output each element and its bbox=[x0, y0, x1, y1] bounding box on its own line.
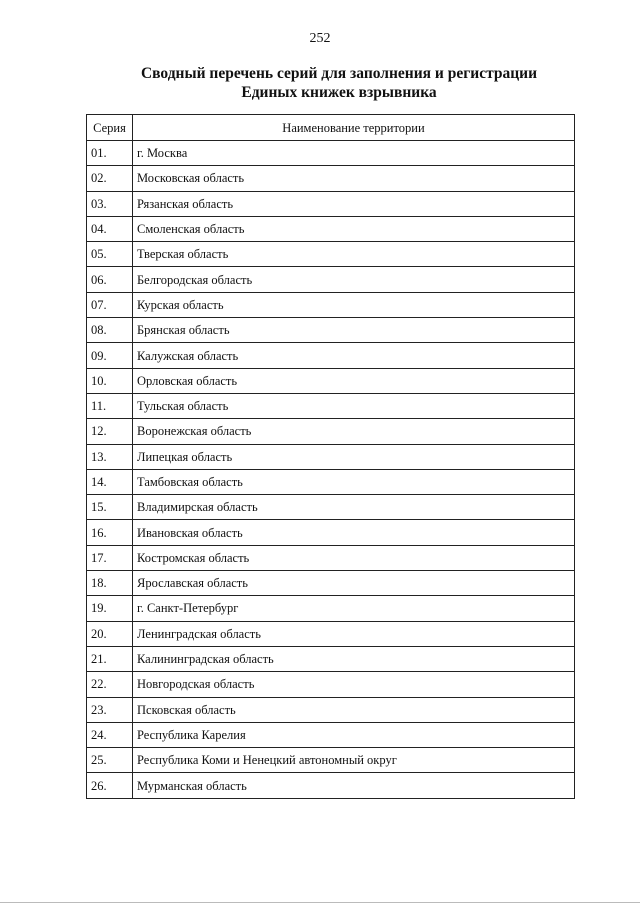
territory-name: Ярославская область bbox=[133, 571, 575, 596]
table-row bbox=[87, 191, 575, 216]
series-code: 21. bbox=[87, 646, 133, 671]
territory-name: Республика Коми и Ненецкий автономный округ bbox=[133, 748, 575, 773]
table-row bbox=[87, 646, 575, 671]
series-code: 06. bbox=[87, 267, 133, 292]
territory-name: Калужская область bbox=[133, 343, 575, 368]
territory-name: Белгородская область bbox=[133, 267, 575, 292]
series-code: 26. bbox=[87, 773, 133, 798]
table-row bbox=[87, 520, 575, 545]
series-code: 11. bbox=[87, 393, 133, 418]
territory-name: г. Санкт-Петербург bbox=[133, 596, 575, 621]
territory-name: Смоленская область bbox=[133, 216, 575, 241]
series-code: 15. bbox=[87, 495, 133, 520]
series-code: 07. bbox=[87, 292, 133, 317]
territory-name: Мурманская область bbox=[133, 773, 575, 798]
table-row bbox=[87, 267, 575, 292]
territory-name: Курская область bbox=[133, 292, 575, 317]
header-series: Серия bbox=[87, 115, 133, 141]
territory-name: Новгородская область bbox=[133, 672, 575, 697]
territory-name: Псковская область bbox=[133, 697, 575, 722]
table-row bbox=[87, 621, 575, 646]
table-row bbox=[87, 545, 575, 570]
territory-name: Воронежская область bbox=[133, 419, 575, 444]
table-body bbox=[87, 141, 575, 799]
table-row bbox=[87, 495, 575, 520]
series-code: 19. bbox=[87, 596, 133, 621]
table-row bbox=[87, 242, 575, 267]
territory-name: Костромская область bbox=[133, 545, 575, 570]
series-code: 23. bbox=[87, 697, 133, 722]
series-code: 25. bbox=[87, 748, 133, 773]
table-row bbox=[87, 672, 575, 697]
page-edge-line bbox=[0, 902, 640, 903]
table-row bbox=[87, 697, 575, 722]
title-line-2: Единых книжек взрывника bbox=[241, 84, 437, 101]
territory-name: Владимирская область bbox=[133, 495, 575, 520]
series-code: 05. bbox=[87, 242, 133, 267]
table-row bbox=[87, 419, 575, 444]
series-code: 22. bbox=[87, 672, 133, 697]
series-code: 14. bbox=[87, 469, 133, 494]
header-territory: Наименование территории bbox=[133, 115, 575, 141]
series-code: 20. bbox=[87, 621, 133, 646]
table-row bbox=[87, 166, 575, 191]
territory-name: Орловская область bbox=[133, 368, 575, 393]
series-code: 10. bbox=[87, 368, 133, 393]
table-row bbox=[87, 216, 575, 241]
table-row bbox=[87, 571, 575, 596]
series-code: 13. bbox=[87, 444, 133, 469]
table-row bbox=[87, 469, 575, 494]
table-row bbox=[87, 318, 575, 343]
territory-name: Тульская область bbox=[133, 393, 575, 418]
territory-name: г. Москва bbox=[133, 141, 575, 166]
table-row bbox=[87, 343, 575, 368]
document-title bbox=[0, 64, 640, 102]
territory-name: Тамбовская область bbox=[133, 469, 575, 494]
series-code: 12. bbox=[87, 419, 133, 444]
territory-name: Калининградская область bbox=[133, 646, 575, 671]
title-line-1: Сводный перечень серий для заполнения и регистрации bbox=[140, 65, 538, 82]
table-row bbox=[87, 393, 575, 418]
series-table bbox=[86, 114, 575, 799]
table-header-row bbox=[87, 115, 575, 141]
table-row bbox=[87, 748, 575, 773]
territory-name: Ивановская область bbox=[133, 520, 575, 545]
table-row bbox=[87, 596, 575, 621]
series-code: 24. bbox=[87, 722, 133, 747]
territory-name: Брянская область bbox=[133, 318, 575, 343]
series-code: 02. bbox=[87, 166, 133, 191]
series-code: 04. bbox=[87, 216, 133, 241]
table-row bbox=[87, 141, 575, 166]
series-code: 01. bbox=[87, 141, 133, 166]
page-number: 252 bbox=[309, 31, 331, 46]
table-row bbox=[87, 292, 575, 317]
territory-name: Республика Карелия bbox=[133, 722, 575, 747]
series-code: 03. bbox=[87, 191, 133, 216]
territory-name: Ленинградская область bbox=[133, 621, 575, 646]
territory-name: Московская область bbox=[133, 166, 575, 191]
table-row bbox=[87, 722, 575, 747]
table-row bbox=[87, 444, 575, 469]
territory-name: Тверская область bbox=[133, 242, 575, 267]
series-code: 08. bbox=[87, 318, 133, 343]
series-code: 17. bbox=[87, 545, 133, 570]
series-code: 18. bbox=[87, 571, 133, 596]
series-code: 09. bbox=[87, 343, 133, 368]
table-row bbox=[87, 368, 575, 393]
table-row bbox=[87, 773, 575, 798]
series-code: 16. bbox=[87, 520, 133, 545]
territory-name: Липецкая область bbox=[133, 444, 575, 469]
territory-name: Рязанская область bbox=[133, 191, 575, 216]
